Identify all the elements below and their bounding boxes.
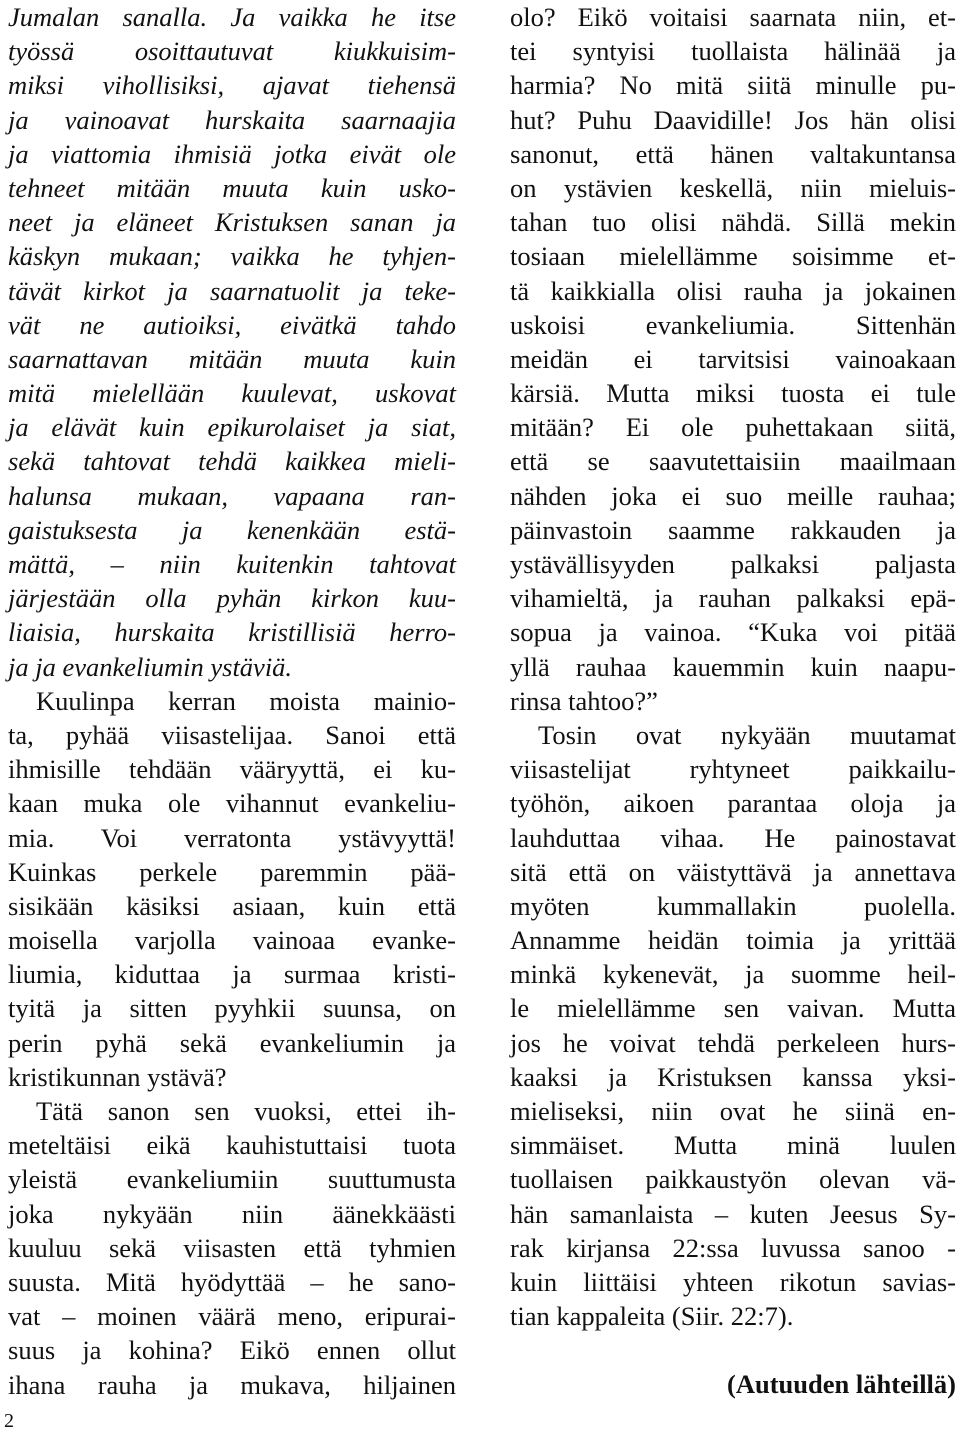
text-line: rak kirjansa 22:ssa luvussa sanoo - xyxy=(510,1232,956,1263)
text-line: rinsa tahtoo?” xyxy=(510,685,658,716)
text-line: kristikunnan ystävä? xyxy=(8,1061,227,1092)
text-line: liaisia, hurskaita kristillisiä herro- xyxy=(8,617,456,648)
text-line: ja ja evankeliumin ystäviä. xyxy=(8,651,293,682)
text-line: mitä mielellään kuulevat, uskovat xyxy=(8,378,456,409)
text-line: lauhduttaa vihaa. He painostavat xyxy=(510,822,956,853)
text-line: vihamieltä, ja rauhan palkaksi epä- xyxy=(510,583,956,614)
text-line: Kuulinpa kerran moista mainio- xyxy=(36,685,456,716)
signature-source: (Autuuden lähteillä) xyxy=(727,1369,956,1400)
text-line: on ystävien keskellä, niin mieluis- xyxy=(510,172,956,203)
text-line: sopua ja vainoa. “Kuka voi pitää xyxy=(510,617,956,648)
text-line: päinvastoin saamme rakkauden ja xyxy=(510,514,956,545)
text-line: tyitä ja sitten pyyhkii suunsa, on xyxy=(8,993,456,1024)
text-line: halunsa mukaan, vapaana ran- xyxy=(8,480,456,511)
text-line: mitään? Ei ole puhettakaan siitä, xyxy=(510,412,956,443)
text-line: että se saavutettaisiin maailmaan xyxy=(510,446,956,477)
text-line: kuin liittäisi yhteen rikotun savias- xyxy=(510,1266,956,1297)
text-line: le mielellämme sen vaivan. Mutta xyxy=(510,993,956,1024)
text-line: järjestään olla pyhän kirkon kuu- xyxy=(8,583,456,614)
text-line: tävät kirkot ja saarnatuolit ja teke- xyxy=(8,275,456,306)
text-line: harmia? No mitä siitä minulle pu- xyxy=(510,70,956,101)
text-line: liumia, kiduttaa ja surmaa kristi- xyxy=(8,959,456,990)
text-line: viisastelijat ryhtyneet paikkailu- xyxy=(510,754,956,785)
text-line: saarnattavan mitään muuta kuin xyxy=(8,343,456,374)
text-line: käskyn mukaan; vaikka he tyhjen- xyxy=(8,241,456,272)
text-line: yllä rauhaa kauemmin kuin naapu- xyxy=(510,651,956,682)
text-line: perin pyhä sekä evankeliumin ja xyxy=(8,1027,456,1058)
text-line: mättä, – niin kuitenkin tahtovat xyxy=(8,549,456,579)
text-line: mieliseksi, niin ovat he siinä en- xyxy=(510,1096,956,1126)
text-line: jos he voivat tehdä perkeleen hurs- xyxy=(510,1027,956,1058)
text-line: mia. Voi verratonta ystävyyttä! xyxy=(8,822,456,853)
text-line: sitä että on väistyttävä ja annettava xyxy=(510,856,956,887)
text-line: simmäiset. Mutta minä luulen xyxy=(510,1130,956,1161)
page-number: 2 xyxy=(4,1410,14,1432)
text-line: Jumalan sanalla. Ja vaikka he itse xyxy=(8,2,456,32)
text-line: nähden joka ei suo meille rauhaa; xyxy=(510,480,956,511)
text-line: suus ja kohina? Eikö ennen ollut xyxy=(8,1335,456,1366)
text-line: tahan tuo olisi nähdä. Sillä mekin xyxy=(510,207,956,238)
signature-spacer xyxy=(510,1333,956,1367)
paragraph-tosin xyxy=(510,718,956,1333)
text-line: kuuluu sekä viisasten että tyhmien xyxy=(8,1232,456,1263)
text-line: kärsiä. Mutta miksi tuosta ei tule xyxy=(510,378,956,409)
text-line: ja viattomia ihmisiä jotka eivät ole xyxy=(8,138,456,169)
text-line: neet ja eläneet Kristuksen sanan ja xyxy=(8,207,456,238)
text-line: hän samanlaista – kuten Jeesus Sy- xyxy=(510,1198,956,1229)
text-line: meteltäisi eikä kauhistuttaisi tuota xyxy=(8,1130,456,1161)
text-line: ja vainoavat hurskaita saarnaajia xyxy=(8,104,456,135)
text-line: tei syntyisi tuollaista hälinää ja xyxy=(510,36,956,67)
text-line: työhön, aikoen parantaa oloja ja xyxy=(510,788,956,819)
text-line: ja elävät kuin epikurolaiset ja siat, xyxy=(8,412,456,443)
text-line: gaistuksesta ja kenenkään estä- xyxy=(8,514,456,545)
text-line: miksi vihollisiksi, ajavat tiehensä xyxy=(8,70,456,101)
paragraph-kuulinpa xyxy=(8,684,456,1094)
text-line: vät ne autioiksi, eivätkä tahdo xyxy=(8,309,456,340)
paragraph-tata-sanon xyxy=(8,1094,456,1402)
right-column xyxy=(510,0,956,1402)
italic-passage xyxy=(8,0,456,684)
text-line: työssä osoittautuvat kiukkuisim- xyxy=(8,36,456,67)
text-line: sekä tahtovat tehdä kaikkea mieli- xyxy=(8,446,456,477)
paragraph-olo xyxy=(510,0,956,718)
text-line: kaaksi ja Kristuksen kanssa yksi- xyxy=(510,1061,956,1092)
text-line: minkä kykenevät, ja suomme heil- xyxy=(510,959,956,990)
text-line: Kuinkas perkele paremmin pää- xyxy=(8,856,456,887)
text-line: Tosin ovat nykyään muutamat xyxy=(538,719,956,750)
text-line: myöten kummallakin puolella. xyxy=(510,890,956,921)
text-line: tehneet mitään muuta kuin usko- xyxy=(8,172,456,203)
text-line: sanonut, että hänen valtakuntansa xyxy=(510,138,956,169)
text-line: vat – moinen väärä meno, eripurai- xyxy=(8,1301,456,1332)
text-line: ihmisille tehdään vääryyttä, ei ku- xyxy=(8,754,456,785)
text-line: ihana rauha ja mukava, hiljainen xyxy=(8,1369,456,1400)
text-line: tuollaisen paikkaustyön olevan vä- xyxy=(510,1164,956,1195)
left-column xyxy=(8,0,456,1402)
text-line: ta, pyhää viisastelijaa. Sanoi että xyxy=(8,719,456,750)
text-line: moisella varjolla vainoaa evanke- xyxy=(8,925,456,956)
text-line: hut? Puhu Daavidille! Jos hän olisi xyxy=(510,104,956,135)
text-line: suusta. Mitä hyödyttää – he sano- xyxy=(8,1266,456,1297)
text-line: tä kaikkialla olisi rauha ja jokainen xyxy=(510,275,956,306)
text-line: Annamme heidän toimia ja yrittää xyxy=(510,925,956,956)
text-line: Tätä sanon sen vuoksi, ettei ih- xyxy=(36,1096,456,1126)
text-line: tosiaan mielellämme soisimme et- xyxy=(510,241,956,272)
text-line: olo? Eikö voitaisi saarnata niin, et- xyxy=(510,2,956,32)
text-line: tian kappaleita (Siir. 22:7). xyxy=(510,1301,794,1332)
text-line: ystävällisyyden palkaksi paljasta xyxy=(510,549,956,579)
text-line: kaan muka ole vihannut evankeliu- xyxy=(8,788,456,819)
text-line: yleistä evankeliumiin suuttumusta xyxy=(8,1164,456,1195)
text-line: meidän ei tarvitsisi vainoakaan xyxy=(510,343,956,374)
text-line: uskoisi evankeliumia. Sittenhän xyxy=(510,309,956,340)
text-line: sisikään käsiksi asiaan, kuin että xyxy=(8,890,456,921)
text-line: joka nykyään niin äänekkäästi xyxy=(8,1198,456,1229)
